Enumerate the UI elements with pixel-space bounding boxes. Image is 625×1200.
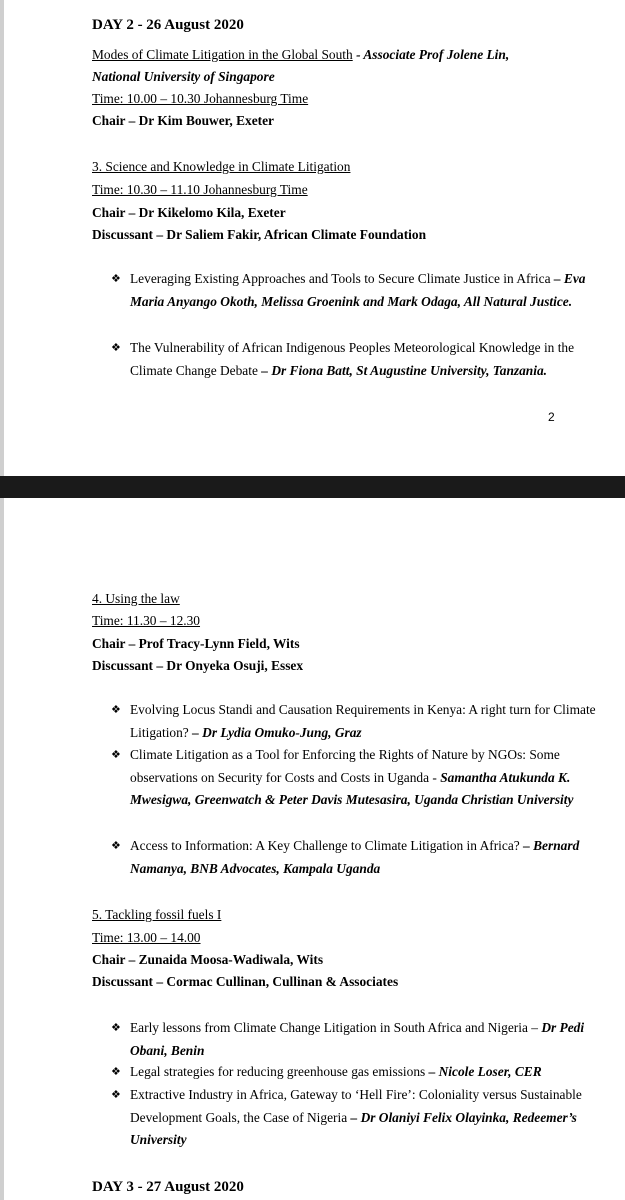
session-modes-time [92, 88, 612, 110]
page-break-divider [0, 476, 625, 498]
session-5-paper-1 [130, 1017, 600, 1062]
paper-authors: – Eva Maria Anyango Okoth, Melissa Groenink and Mark Odaga, All Natural Justice. [130, 271, 586, 309]
session-4-paper-2 [130, 744, 600, 812]
paper-authors: – Dr Fiona Batt, St Augustine University, Tanzania. [257, 362, 548, 378]
session-3-time [92, 179, 612, 201]
session-4-title [92, 588, 612, 610]
session-modes-presenter-cont: National University of Singapore [92, 69, 275, 84]
session-3-paper-2 [130, 337, 600, 382]
session-modes-presenter: - Associate Prof Jolene Lin, [352, 47, 510, 62]
session-3-paper-1 [130, 268, 600, 313]
session-5-title [92, 904, 612, 926]
session-3-title [92, 156, 612, 178]
session-5-discussant: Discussant – Cormac Cullinan, Cullinan & Associates [92, 974, 399, 989]
session-5-title-text: 5. Tackling fossil fuels I [92, 907, 222, 922]
paper-title: Legal strategies for reducing greenhouse gas emissions [130, 1064, 426, 1079]
paper-title: Access to Information: A Key Challenge to Climate Litigation in Africa? [130, 838, 520, 853]
session-5-chair: Chair – Zunaida Moosa-Wadiwala, Wits [92, 952, 324, 967]
session-3-chair: Chair – Dr Kikelomo Kila, Exeter [92, 205, 286, 220]
paper-title: Extractive Industry in Africa, Gateway to ‘Hell Fire’: Coloniality versus Sustainable Development Goals, the Case of Nigeria [130, 1087, 582, 1125]
diamond-bullet-icon: ❖ [111, 749, 121, 761]
paper-title: The Vulnerability of African Indigenous Peoples Meteorological Knowledge in the Climate Change Debate [130, 340, 575, 378]
session-modes-time-text: Time: 10.00 – 10.30 Johannesburg Time [92, 91, 309, 106]
session-4-discussant: Discussant – Dr Onyeka Osuji, Essex [92, 658, 304, 673]
diamond-bullet-icon: ❖ [111, 342, 121, 354]
paper-authors: Dr Pedi Obani, Benin [130, 1020, 585, 1058]
paper-authors: – Dr Lydia Omuko-Jung, Graz [188, 724, 362, 740]
session-4-chair: Chair – Prof Tracy-Lynn Field, Wits [92, 636, 300, 651]
paper-authors: Samantha Atukunda K. Mwesigwa, Greenwatch & Peter Davis Mutesasira, Uganda Christian University [130, 769, 574, 807]
session-4-title-text: 4. Using the law [92, 591, 180, 606]
paper-title: Climate Litigation as a Tool for Enforcing the Rights of Nature by NGOs: Some observations on Security for Costs and Costs in Uganda - [130, 747, 560, 785]
session-5-paper-3 [130, 1084, 600, 1152]
day-3-heading: DAY 3 - 27 August 2020 [92, 1179, 244, 1195]
page-left-edge [0, 0, 4, 1200]
paper-authors: – Bernard Namanya, BNB Advocates, Kampala Uganda [130, 838, 580, 876]
day-2-heading: DAY 2 - 26 August 2020 [92, 17, 244, 33]
session-modes-title: Modes of Climate Litigation in the Global South [92, 47, 353, 62]
session-modes-chair: Chair – Dr Kim Bouwer, Exeter [92, 113, 274, 128]
session-3-discussant: Discussant – Dr Saliem Fakir, African Climate Foundation [92, 227, 427, 242]
paper-title: Early lessons from Climate Change Litigation in South Africa and Nigeria – [130, 1020, 538, 1035]
session-3-title-text: 3. Science and Knowledge in Climate Litigation [92, 159, 351, 174]
diamond-bullet-icon: ❖ [111, 840, 121, 852]
session-3-time-text: Time: 10.30 – 11.10 Johannesburg Time [92, 182, 308, 197]
session-5-time-text: Time: 13.00 – 14.00 [92, 930, 201, 945]
paper-title: Evolving Locus Standi and Causation Requirements in Kenya: A right turn for Climate Litigation? [130, 702, 596, 740]
session-4-time [92, 610, 612, 632]
diamond-bullet-icon: ❖ [111, 273, 121, 285]
session-5-time [92, 927, 612, 949]
diamond-bullet-icon: ❖ [111, 1022, 121, 1034]
paper-title: Leveraging Existing Approaches and Tools to Secure Climate Justice in Africa [130, 271, 551, 286]
session-4-time-text: Time: 11.30 – 12.30 [92, 613, 201, 628]
session-5-paper-2 [130, 1061, 600, 1084]
session-modes-title-line [92, 44, 612, 66]
diamond-bullet-icon: ❖ [111, 1066, 121, 1078]
diamond-bullet-icon: ❖ [111, 704, 121, 716]
diamond-bullet-icon: ❖ [111, 1089, 121, 1101]
session-4-paper-1 [130, 699, 600, 744]
page-number: 2 [548, 410, 555, 424]
session-4-paper-3 [130, 835, 600, 880]
paper-authors: – Dr Olaniyi Felix Olayinka, Redeemer’s University [130, 1109, 577, 1147]
paper-authors: – Nicole Loser, CER [425, 1064, 542, 1079]
